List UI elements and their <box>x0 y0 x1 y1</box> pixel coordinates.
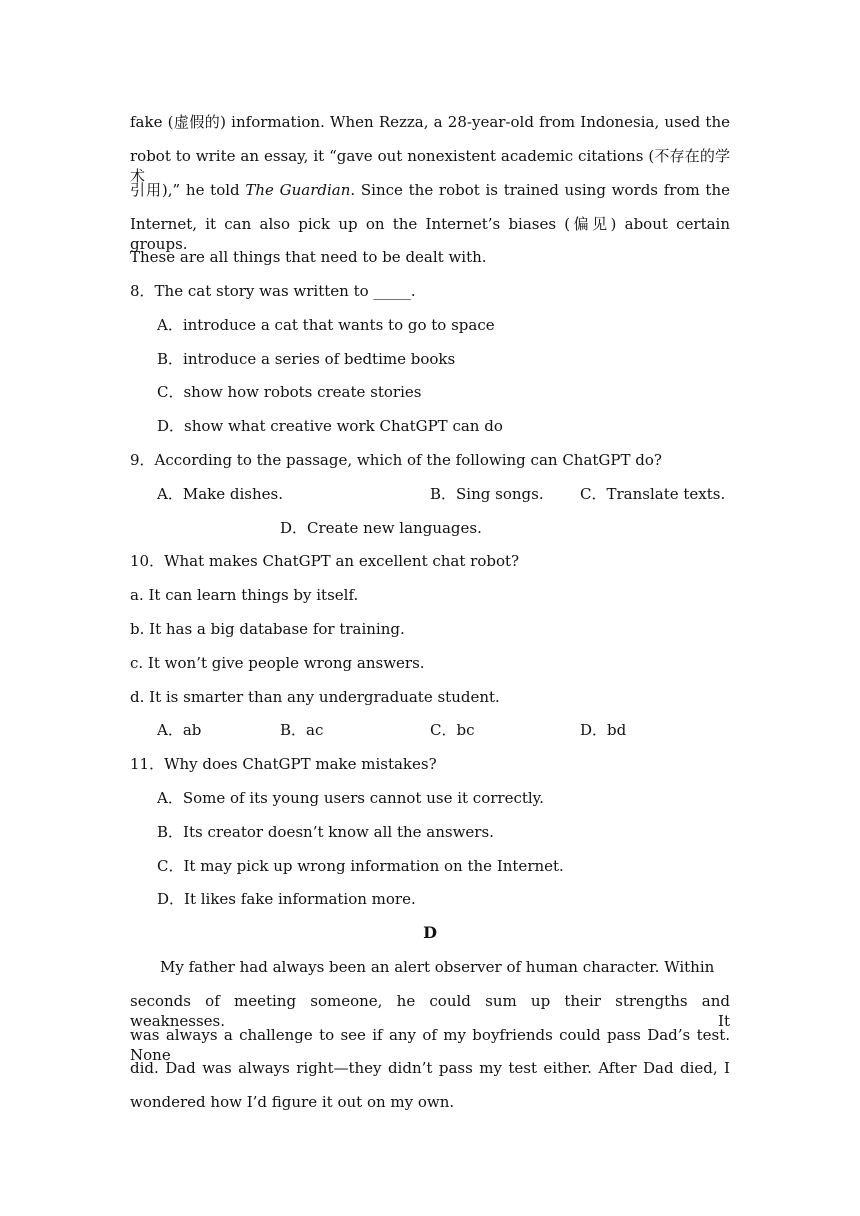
question-10-statement-a: a. It can learn things by itself. <box>130 586 359 604</box>
question-10-stem: 10．What makes ChatGPT an excellent chat robot? <box>130 552 520 570</box>
section-d-heading: D <box>423 923 437 942</box>
section-d-line-2: seconds of meeting someone, he could sum up their strengths and weaknesses. It <box>130 992 730 1030</box>
question-9-option-a: A．Make dishes. <box>157 485 283 503</box>
question-11-option-d: D．It likes fake information more. <box>157 890 416 908</box>
passage-c-line-2: robot to write an essay, it “gave out nonexistent academic citations (不存在的学术 <box>130 147 730 185</box>
question-8-stem: 8．The cat story was written to _____. <box>130 282 416 300</box>
question-11-stem: 11．Why does ChatGPT make mistakes? <box>130 755 437 773</box>
section-d-line-5: wondered how I’d figure it out on my own. <box>130 1093 455 1111</box>
question-10-statement-b: b. It has a big database for training. <box>130 620 405 638</box>
question-11-option-c: C．It may pick up wrong information on the Internet. <box>157 857 564 875</box>
question-9-option-c: C．Translate texts. <box>580 485 726 503</box>
question-10-option-d: D．bd <box>580 721 627 739</box>
section-d-line-4: did. Dad was always right—they didn’t pass my test either. After Dad died, I <box>130 1059 730 1077</box>
passage-c-line-3-pre: 引用),” he told <box>130 181 246 199</box>
section-d-line-1: My father had always been an alert observer of human character. Within <box>160 958 715 976</box>
passage-c-line-4: Internet, it can also pick up on the Internet’s biases (偏见) about certain groups. <box>130 215 730 253</box>
question-8-option-b: B．introduce a series of bedtime books <box>157 350 456 368</box>
passage-c-line-5: These are all things that need to be dealt with. <box>130 248 487 266</box>
question-11-option-b: B．Its creator doesn’t know all the answers. <box>157 823 494 841</box>
question-10-option-a: A．ab <box>157 721 202 739</box>
passage-c-line-1: fake (虚假的) information. When Rezza, a 28-year-old from Indonesia, used the <box>130 113 730 131</box>
question-10-option-c: C．bc <box>430 721 475 739</box>
question-8-option-c: C．show how robots create stories <box>157 383 422 401</box>
question-10-statement-d: d. It is smarter than any undergraduate student. <box>130 688 500 706</box>
question-8-option-d: D．show what creative work ChatGPT can do <box>157 417 503 435</box>
passage-c-line-3 <box>130 180 730 200</box>
question-10-option-b: B．ac <box>280 721 324 739</box>
question-11-option-a: A．Some of its young users cannot use it correctly. <box>157 789 544 807</box>
question-10-statement-c: c. It won’t give people wrong answers. <box>130 654 425 672</box>
question-9-option-b: B．Sing songs. <box>430 485 544 503</box>
newspaper-title: The Guardian <box>245 181 351 199</box>
passage-c-line-3-post: . Since the robot is trained using words from the <box>350 181 730 199</box>
question-8-option-a: A．introduce a cat that wants to go to space <box>157 316 495 334</box>
question-9-stem: 9．According to the passage, which of the following can ChatGPT do? <box>130 451 662 469</box>
section-d-line-3: was always a challenge to see if any of my boyfriends could pass Dad’s test. None <box>130 1026 730 1064</box>
question-9-option-d: D．Create new languages. <box>280 519 482 537</box>
